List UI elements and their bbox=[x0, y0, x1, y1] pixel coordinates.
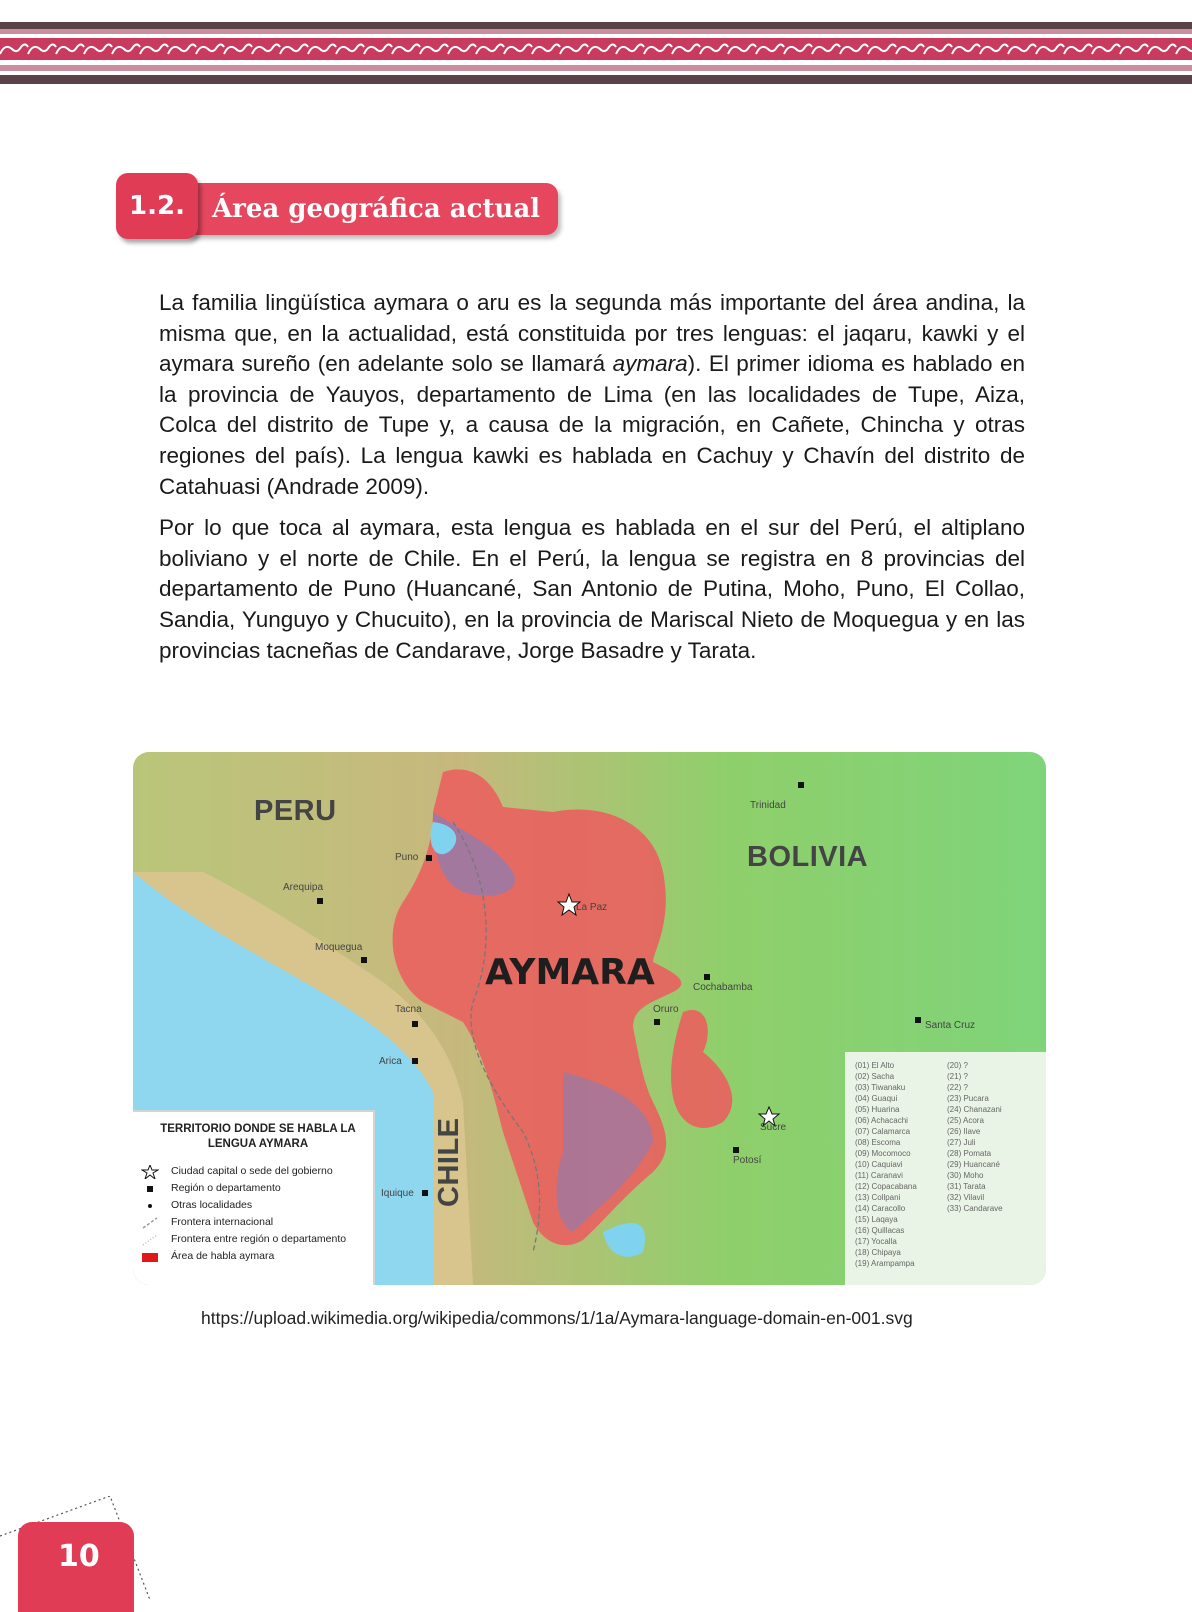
locality-index-entry: (13) Collpani bbox=[855, 1193, 901, 1202]
paragraph-2: Por lo que toca al aymara, esta lengua es hablada en el sur del Perú, el altiplano boliviano y el norte de Chile. En el Perú, la lengua se registra en 8 provincias del departamento de Puno (Huancané, San Antonio de Putina, Moho, Puno, El Collao, Sandia, Yunguyo y Chucuito), en la provincia de Mariscal Nieto de Moquegua y en las provincias tacneñas de Candarave, Jorge Basadre y Tarata. bbox=[159, 515, 1025, 663]
locality-index-entry: (11) Caranavi bbox=[855, 1171, 903, 1180]
label-bolivia: BOLIVIA bbox=[747, 841, 869, 873]
locality-index-entry: (06) Achacachi bbox=[855, 1116, 908, 1125]
locality-index-entry: (01) El Alto bbox=[855, 1061, 895, 1070]
city-santacruz: Santa Cruz bbox=[925, 1020, 976, 1031]
locality-index-entry: (16) Quillacas bbox=[855, 1226, 905, 1235]
aymara-map bbox=[133, 752, 1046, 1285]
locality-index-entry: (17) Yocalla bbox=[855, 1237, 897, 1246]
label-aymara: AYMARA bbox=[485, 952, 655, 993]
locality-index-entry: (19) Arampampa bbox=[855, 1259, 915, 1268]
star-icon bbox=[141, 1165, 159, 1179]
locality-index-entry: (33) Candarave bbox=[947, 1204, 1003, 1213]
city-arequipa: Arequipa bbox=[283, 882, 324, 893]
locality-index bbox=[845, 1052, 1046, 1285]
locality-index-entry: (31) Tarata bbox=[947, 1182, 986, 1191]
legend-title: TERRITORIO DONDE SE HABLA LA LENGUA AYMARA bbox=[160, 1123, 356, 1150]
locality-index-entry: (03) Tiwanaku bbox=[855, 1083, 906, 1092]
city-iquique: Iquique bbox=[381, 1188, 414, 1199]
page-number: 10 bbox=[18, 1522, 134, 1612]
city-lapaz: La Paz bbox=[576, 902, 608, 913]
decorative-top-band bbox=[0, 22, 1192, 84]
paragraph-1: La familia lingüística aymara o aru es la segunda más importante del área andina, la misma que, en la actualidad, está constituida por tres lenguas: el jaqaru, kawki y el aymara sureño (en adelante solo se llamará aymara). El primer idioma es hablado en la provincia de Yauyos, departamento de Lima (en las localidades de Tupe, Aiza, Colca del distrito de Tupe y, a causa de la migración, en Cañete, Chincha y otras regiones del país). La lengua kawki es hablada en Cachuy y Chavín del distrito de Catahuasi (Andrade 2009). bbox=[159, 290, 1025, 499]
locality-index-entry: (21) ? bbox=[947, 1072, 968, 1081]
locality-index-entry: (08) Escoma bbox=[855, 1138, 901, 1147]
red-area-icon bbox=[141, 1250, 159, 1264]
section-title: Área geográfica actual bbox=[188, 183, 558, 235]
locality-index-entry: (27) Juli bbox=[947, 1138, 976, 1147]
dot-icon bbox=[141, 1199, 159, 1213]
map-source-caption: https://upload.wikimedia.org/wikipedia/commons/1/1a/Aymara-language-domain-en-001.svg bbox=[201, 1308, 913, 1328]
locality-index-column-2 bbox=[947, 1060, 1003, 1214]
emphasis-aymara: aymara bbox=[612, 351, 688, 377]
label-peru: PERU bbox=[254, 795, 337, 827]
dotted-line-icon bbox=[141, 1233, 159, 1247]
locality-index-entry: (05) Huarina bbox=[855, 1105, 900, 1114]
label-chile: CHILE bbox=[433, 1117, 465, 1207]
locality-index-entry: (26) Ilave bbox=[947, 1127, 981, 1136]
locality-index-entry: (02) Sacha bbox=[855, 1072, 895, 1081]
locality-index-entry: (29) Huancané bbox=[947, 1160, 1000, 1169]
locality-index-column-1 bbox=[855, 1060, 917, 1269]
locality-index-entry: (10) Caquiavi bbox=[855, 1160, 903, 1169]
locality-index-entry: (28) Pomata bbox=[947, 1149, 992, 1158]
body-text bbox=[159, 288, 1025, 677]
locality-index-entry: (30) Moho bbox=[947, 1171, 984, 1180]
locality-index-entry: (15) Laqaya bbox=[855, 1215, 898, 1224]
locality-index-entry: (25) Acora bbox=[947, 1116, 984, 1125]
city-potosi: Potosí bbox=[733, 1155, 762, 1166]
city-oruro: Oruro bbox=[653, 1004, 679, 1015]
locality-index-entry: (14) Caracollo bbox=[855, 1204, 906, 1213]
city-trinidad: Trinidad bbox=[750, 800, 786, 811]
locality-index-entry: (24) Chanazani bbox=[947, 1105, 1002, 1114]
city-sucre: Sucre bbox=[760, 1122, 787, 1133]
locality-index-entry: (22) ? bbox=[947, 1083, 968, 1092]
locality-index-entry: (18) Chipaya bbox=[855, 1248, 901, 1257]
locality-index-entry: (20) ? bbox=[947, 1061, 968, 1070]
city-arica: Arica bbox=[379, 1056, 402, 1067]
locality-index-entry: (12) Copacabana bbox=[855, 1182, 917, 1191]
city-puno: Puno bbox=[395, 852, 419, 863]
locality-index-entry: (04) Guaqui bbox=[855, 1094, 898, 1103]
section-heading bbox=[116, 173, 566, 243]
map-legend: TERRITORIO DONDE SE HABLA LA LENGUA AYMARA Ciudad capital o sede del gobierno Región o departamento Otras localidades Frontera internacional Frontera entre región o departamento Área de habla aymara bbox=[133, 1110, 375, 1285]
locality-index-entry: (32) Vilavil bbox=[947, 1193, 985, 1202]
city-cochabamba: Cochabamba bbox=[693, 982, 753, 993]
locality-index-entry: (09) Mocomoco bbox=[855, 1149, 911, 1158]
city-tacna: Tacna bbox=[395, 1004, 422, 1015]
city-moquegua: Moquegua bbox=[315, 942, 363, 953]
section-number: 1.2. bbox=[116, 173, 198, 239]
locality-index-entry: (07) Calamarca bbox=[855, 1127, 911, 1136]
square-icon bbox=[141, 1182, 159, 1196]
dashed-line-icon bbox=[141, 1216, 159, 1230]
locality-index-entry: (23) Pucara bbox=[947, 1094, 989, 1103]
